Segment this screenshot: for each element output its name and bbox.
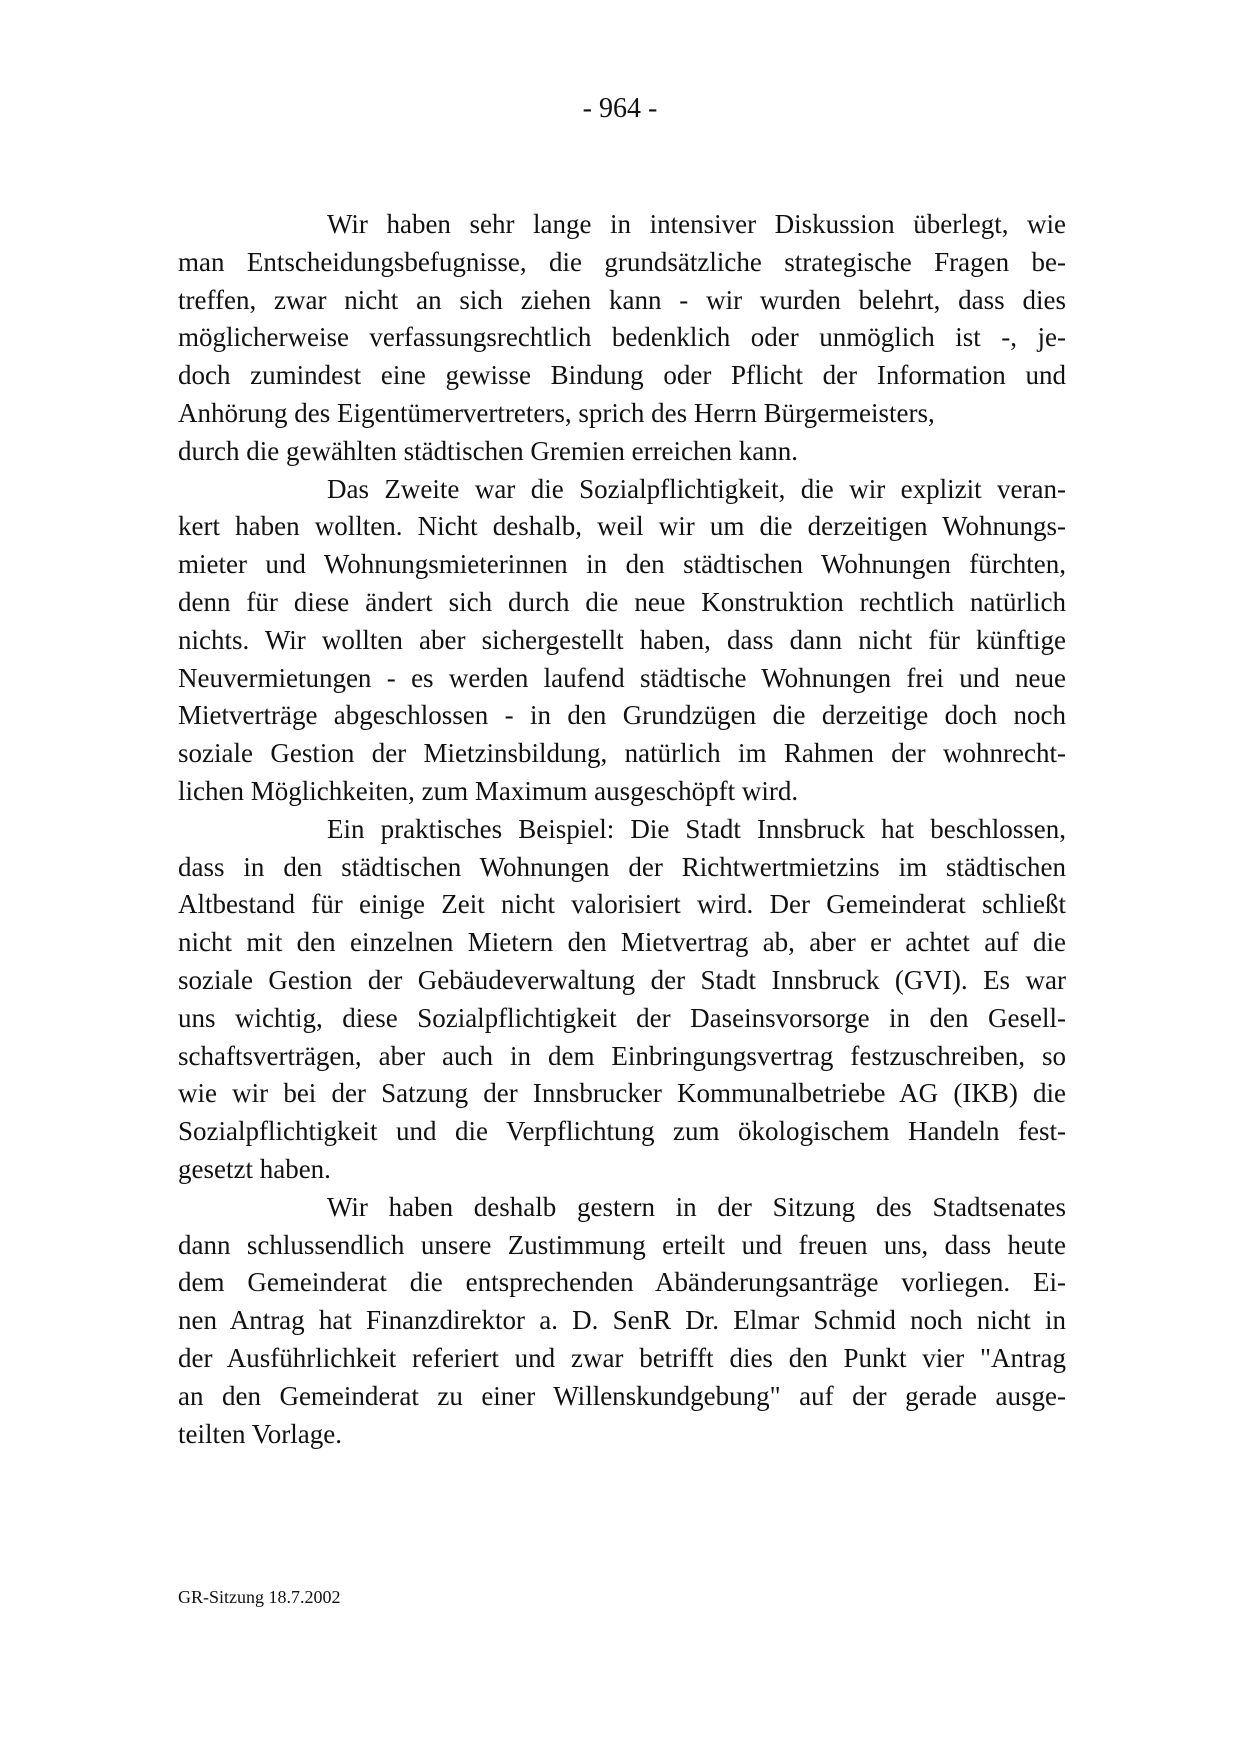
text-line: gesetzt haben.	[178, 1153, 331, 1184]
text-line: dass in den städtischen Wohnungen der Richtwertmietzins im städtischen	[178, 851, 1066, 882]
text-line: nichts. Wir wollten aber sichergestellt haben, dass dann nicht für künftige	[178, 624, 1066, 655]
text-line: treffen, zwar nicht an sich ziehen kann - wir wurden belehrt, dass dies	[178, 284, 1066, 315]
text-line: mieter und Wohnungsmieterinnen in den städtischen Wohnungen fürchten,	[178, 549, 1066, 580]
text-line: Das Zweite war die Sozialpflichtigkeit, die wir explizit veran-	[327, 473, 1066, 504]
text-line: schaftsverträgen, aber auch in dem Einbringungsvertrag festzuschreiben, so	[178, 1040, 1066, 1071]
text-line: der Ausführlichkeit referiert und zwar betrifft dies den Punkt vier "Antrag	[178, 1342, 1066, 1373]
text-line: dann schlussendlich unsere Zustimmung erteilt und freuen uns, dass heute	[178, 1229, 1066, 1260]
text-line: nen Antrag hat Finanzdirektor a. D. SenR Dr. Elmar Schmid noch nicht in	[178, 1305, 1066, 1336]
paragraph	[178, 206, 1066, 471]
text-line: man Entscheidungsbefugnisse, die grundsätzliche strategische Fragen be-	[178, 246, 1066, 277]
text-line: an den Gemeinderat zu einer Willenskundgebung" auf der gerade ausge-	[178, 1380, 1066, 1411]
text-line: denn für diese ändert sich durch die neue Konstruktion rechtlich natürlich	[178, 586, 1066, 617]
text-line: kert haben wollten. Nicht deshalb, weil wir um die derzeitigen Wohnungs-	[178, 511, 1066, 542]
text-line: uns wichtig, diese Sozialpflichtigkeit der Daseinsvorsorge in den Gesell-	[178, 1002, 1066, 1033]
text-line: wie wir bei der Satzung der Innsbrucker Kommunalbetriebe AG (IKB) die	[178, 1078, 1066, 1109]
text-line: Sozialpflichtigkeit und die Verpflichtung zum ökologischem Handeln fest-	[178, 1116, 1066, 1147]
text-line: teilten Vorlage.	[178, 1418, 342, 1449]
page-number: - 964 -	[582, 93, 658, 124]
text-line: Altbestand für einige Zeit nicht valorisiert wird. Der Gemeinderat schließt	[178, 889, 1066, 920]
body-text	[178, 206, 1066, 1453]
text-line: nicht mit den einzelnen Mietern den Mietvertrag ab, aber er achtet auf die	[178, 927, 1066, 958]
paragraph	[178, 471, 1066, 811]
text-line: möglicherweise verfassungsrechtlich bedenklich oder unmöglich ist -, je-	[178, 322, 1066, 353]
text-line: soziale Gestion der Mietzinsbildung, natürlich im Rahmen der wohnrecht-	[178, 738, 1066, 769]
text-line: Wir haben deshalb gestern in der Sitzung des Stadtsenates	[327, 1191, 1066, 1222]
text-line: Neuvermietungen - es werden laufend städtische Wohnungen frei und neue	[178, 662, 1066, 693]
paragraph	[178, 811, 1066, 1189]
paragraph	[178, 1189, 1066, 1454]
text-line: Ein praktisches Beispiel: Die Stadt Innsbruck hat beschlossen,	[327, 813, 1066, 844]
text-line: Wir haben sehr lange in intensiver Diskussion überlegt, wie	[327, 209, 1066, 239]
text-line: Anhörung des Eigentümervertreters, sprich des Herrn Bürgermeisters,	[178, 397, 935, 428]
text-line: durch die gewählten städtischen Gremien erreichen kann.	[178, 435, 798, 466]
text-line: dem Gemeinderat die entsprechenden Abänderungsanträge vorliegen. Ei-	[178, 1267, 1066, 1298]
text-line: soziale Gestion der Gebäudeverwaltung der Stadt Innsbruck (GVI). Es war	[178, 964, 1066, 995]
text-line: lichen Möglichkeiten, zum Maximum ausgeschöpft wird.	[178, 775, 799, 806]
text-line: doch zumindest eine gewisse Bindung oder Pflicht der Information und	[178, 360, 1066, 391]
footer: GR-Sitzung 18.7.2002	[178, 1587, 341, 1607]
text-line: Mietverträge abgeschlossen - in den Grundzügen die derzeitige doch noch	[178, 700, 1066, 731]
